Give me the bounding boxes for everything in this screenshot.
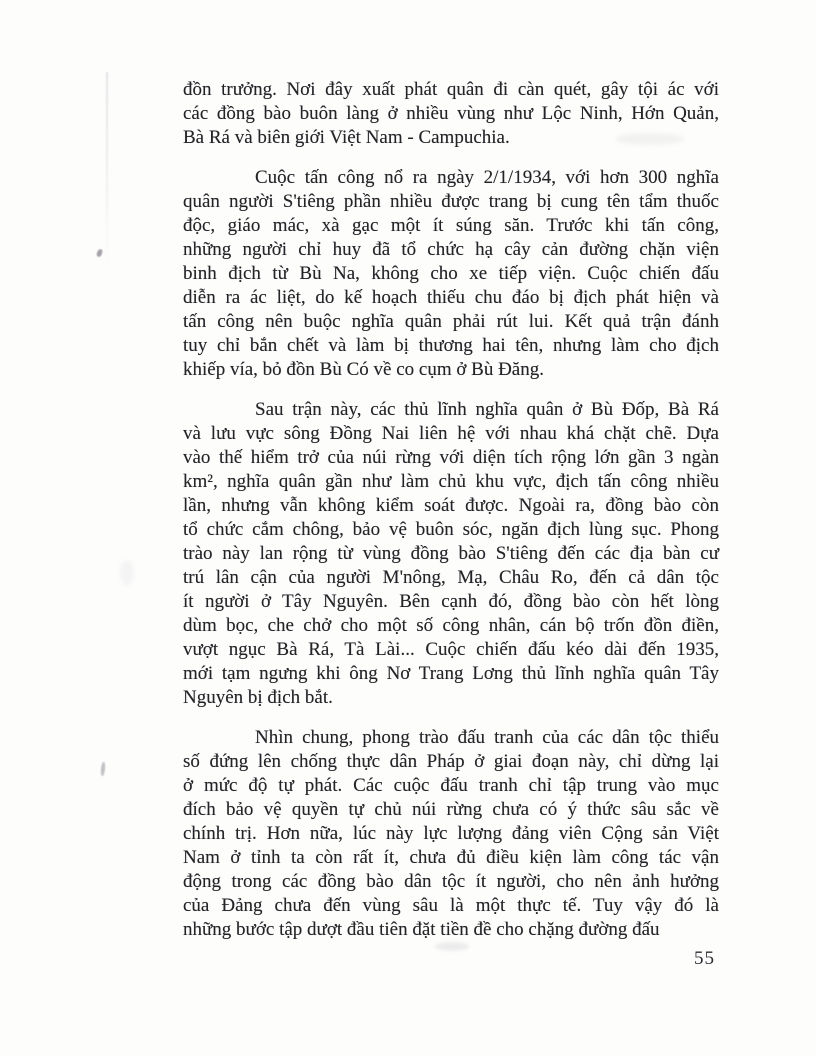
text-line: diễn ra ác liệt, do kế hoạch thiếu chu đáo bị địch phát hiện và bbox=[183, 287, 719, 308]
text-line: những người chỉ huy đã tổ chức hạ cây cản đường chặn viện bbox=[183, 239, 719, 260]
text-line: số đứng lên chống thực dân Pháp ở giai đoạn này, chỉ dừng lại bbox=[183, 751, 719, 772]
text-line: Nhìn chung, phong trào đấu tranh của các dân tộc thiểu bbox=[255, 727, 719, 748]
paragraph bbox=[183, 726, 719, 942]
paragraph bbox=[183, 398, 719, 710]
text-line: đồn trưởng. Nơi đây xuất phát quân đi càn quét, gây tội ác với bbox=[183, 79, 719, 100]
text-line: tổ chức cắm chông, bảo vệ buôn sóc, ngăn địch lùng sục. Phong bbox=[183, 519, 719, 540]
text-line: trào này lan rộng từ vùng đồng bào S'tiêng đến các địa bàn cư bbox=[183, 543, 719, 564]
text-line: Sau trận này, các thủ lĩnh nghĩa quân ở Bù Đốp, Bà Rá bbox=[255, 399, 719, 420]
text-line: ở mức độ tự phát. Các cuộc đấu tranh chỉ tập trung vào mục bbox=[183, 775, 719, 796]
text-line: của Đảng chưa đến vùng sâu là một thực tế. Tuy vậy đó là bbox=[183, 895, 719, 916]
scan-smudge-bottom bbox=[435, 942, 469, 951]
text-line: Cuộc tấn công nổ ra ngày 2/1/1934, với hơn 300 nghĩa bbox=[255, 167, 719, 188]
text-line: mới tạm ngưng khi ông Nơ Trang Lơng thủ lĩnh nghĩa quân Tây bbox=[183, 663, 719, 684]
text-line: những bước tập dượt đầu tiên đặt tiền đề cho chặng đường đấu bbox=[183, 919, 660, 940]
text-line: vào thế hiểm trở của núi rừng với diện tích rộng lớn gần 3 ngàn bbox=[183, 447, 719, 468]
text-line: tấn công nên buộc nghĩa quân phải rút lui. Kết quả trận đánh bbox=[183, 311, 719, 332]
text-line: lần, nhưng vẫn không kiểm soát được. Ngoài ra, đồng bào còn bbox=[183, 495, 719, 516]
text-line: ít người ở Tây Nguyên. Bên cạnh đó, đồng bào còn hết lòng bbox=[183, 591, 719, 612]
text-line: các đồng bào buôn làng ở nhiều vùng như Lộc Ninh, Hớn Quản, bbox=[183, 103, 719, 124]
text-line: Nam ở tỉnh ta còn rất ít, chưa đủ điều kiện làm công tác vận bbox=[183, 847, 719, 868]
text-line: km², nghĩa quân gần như làm chủ khu vực, địch tấn công nhiều bbox=[183, 471, 719, 492]
page-number: 55 bbox=[694, 948, 715, 969]
paragraph bbox=[183, 166, 719, 382]
text-line: độc, giáo mác, xà gạc một ít súng săn. Trước khi tấn công, bbox=[183, 215, 719, 236]
text-line: và lưu vực sông Đồng Nai liên hệ với nhau khá chặt chẽ. Dựa bbox=[183, 423, 719, 444]
text-line: khiếp vía, bỏ đồn Bù Có về co cụm ở Bù Đăng. bbox=[183, 359, 544, 380]
scan-smudge-left bbox=[120, 560, 134, 586]
binding-shadow-line bbox=[106, 72, 108, 267]
text-line: vượt ngục Bà Rá, Tà Lài... Cuộc chiến đấu kéo dài đến 1935, bbox=[183, 639, 719, 660]
text-line: chính trị. Hơn nữa, lúc này lực lượng đảng viên Cộng sản Việt bbox=[183, 823, 719, 844]
text-block bbox=[183, 78, 719, 942]
text-line: đích bảo vệ quyền tự chủ núi rừng chưa có ý thức sâu sắc về bbox=[183, 799, 719, 820]
text-line: tuy chỉ bắn chết và làm bị thương hai tên, nhưng làm cho địch bbox=[183, 335, 719, 356]
text-line: Nguyên bị địch bắt. bbox=[183, 687, 333, 708]
text-line: quân người S'tiêng phần nhiều được trang bị cung tên tẩm thuốc bbox=[183, 191, 719, 212]
text-line: dùm bọc, che chở cho một số công nhân, cán bộ trốn đồn điền, bbox=[183, 615, 719, 636]
scan-speck-lower bbox=[100, 762, 105, 776]
text-line: Bà Rá và biên giới Việt Nam - Campuchia. bbox=[183, 127, 510, 148]
scan-speck-upper bbox=[96, 248, 103, 257]
text-line: trú lân cận của người M'nông, Mạ, Châu Ro, đến cả dân tộc bbox=[183, 567, 719, 588]
paragraph bbox=[183, 78, 719, 150]
text-line: động trong các đồng bào dân tộc ít người, cho nên ảnh hưởng bbox=[183, 871, 719, 892]
text-line: binh địch từ Bù Na, không cho xe tiếp viện. Cuộc chiến đấu bbox=[183, 263, 719, 284]
